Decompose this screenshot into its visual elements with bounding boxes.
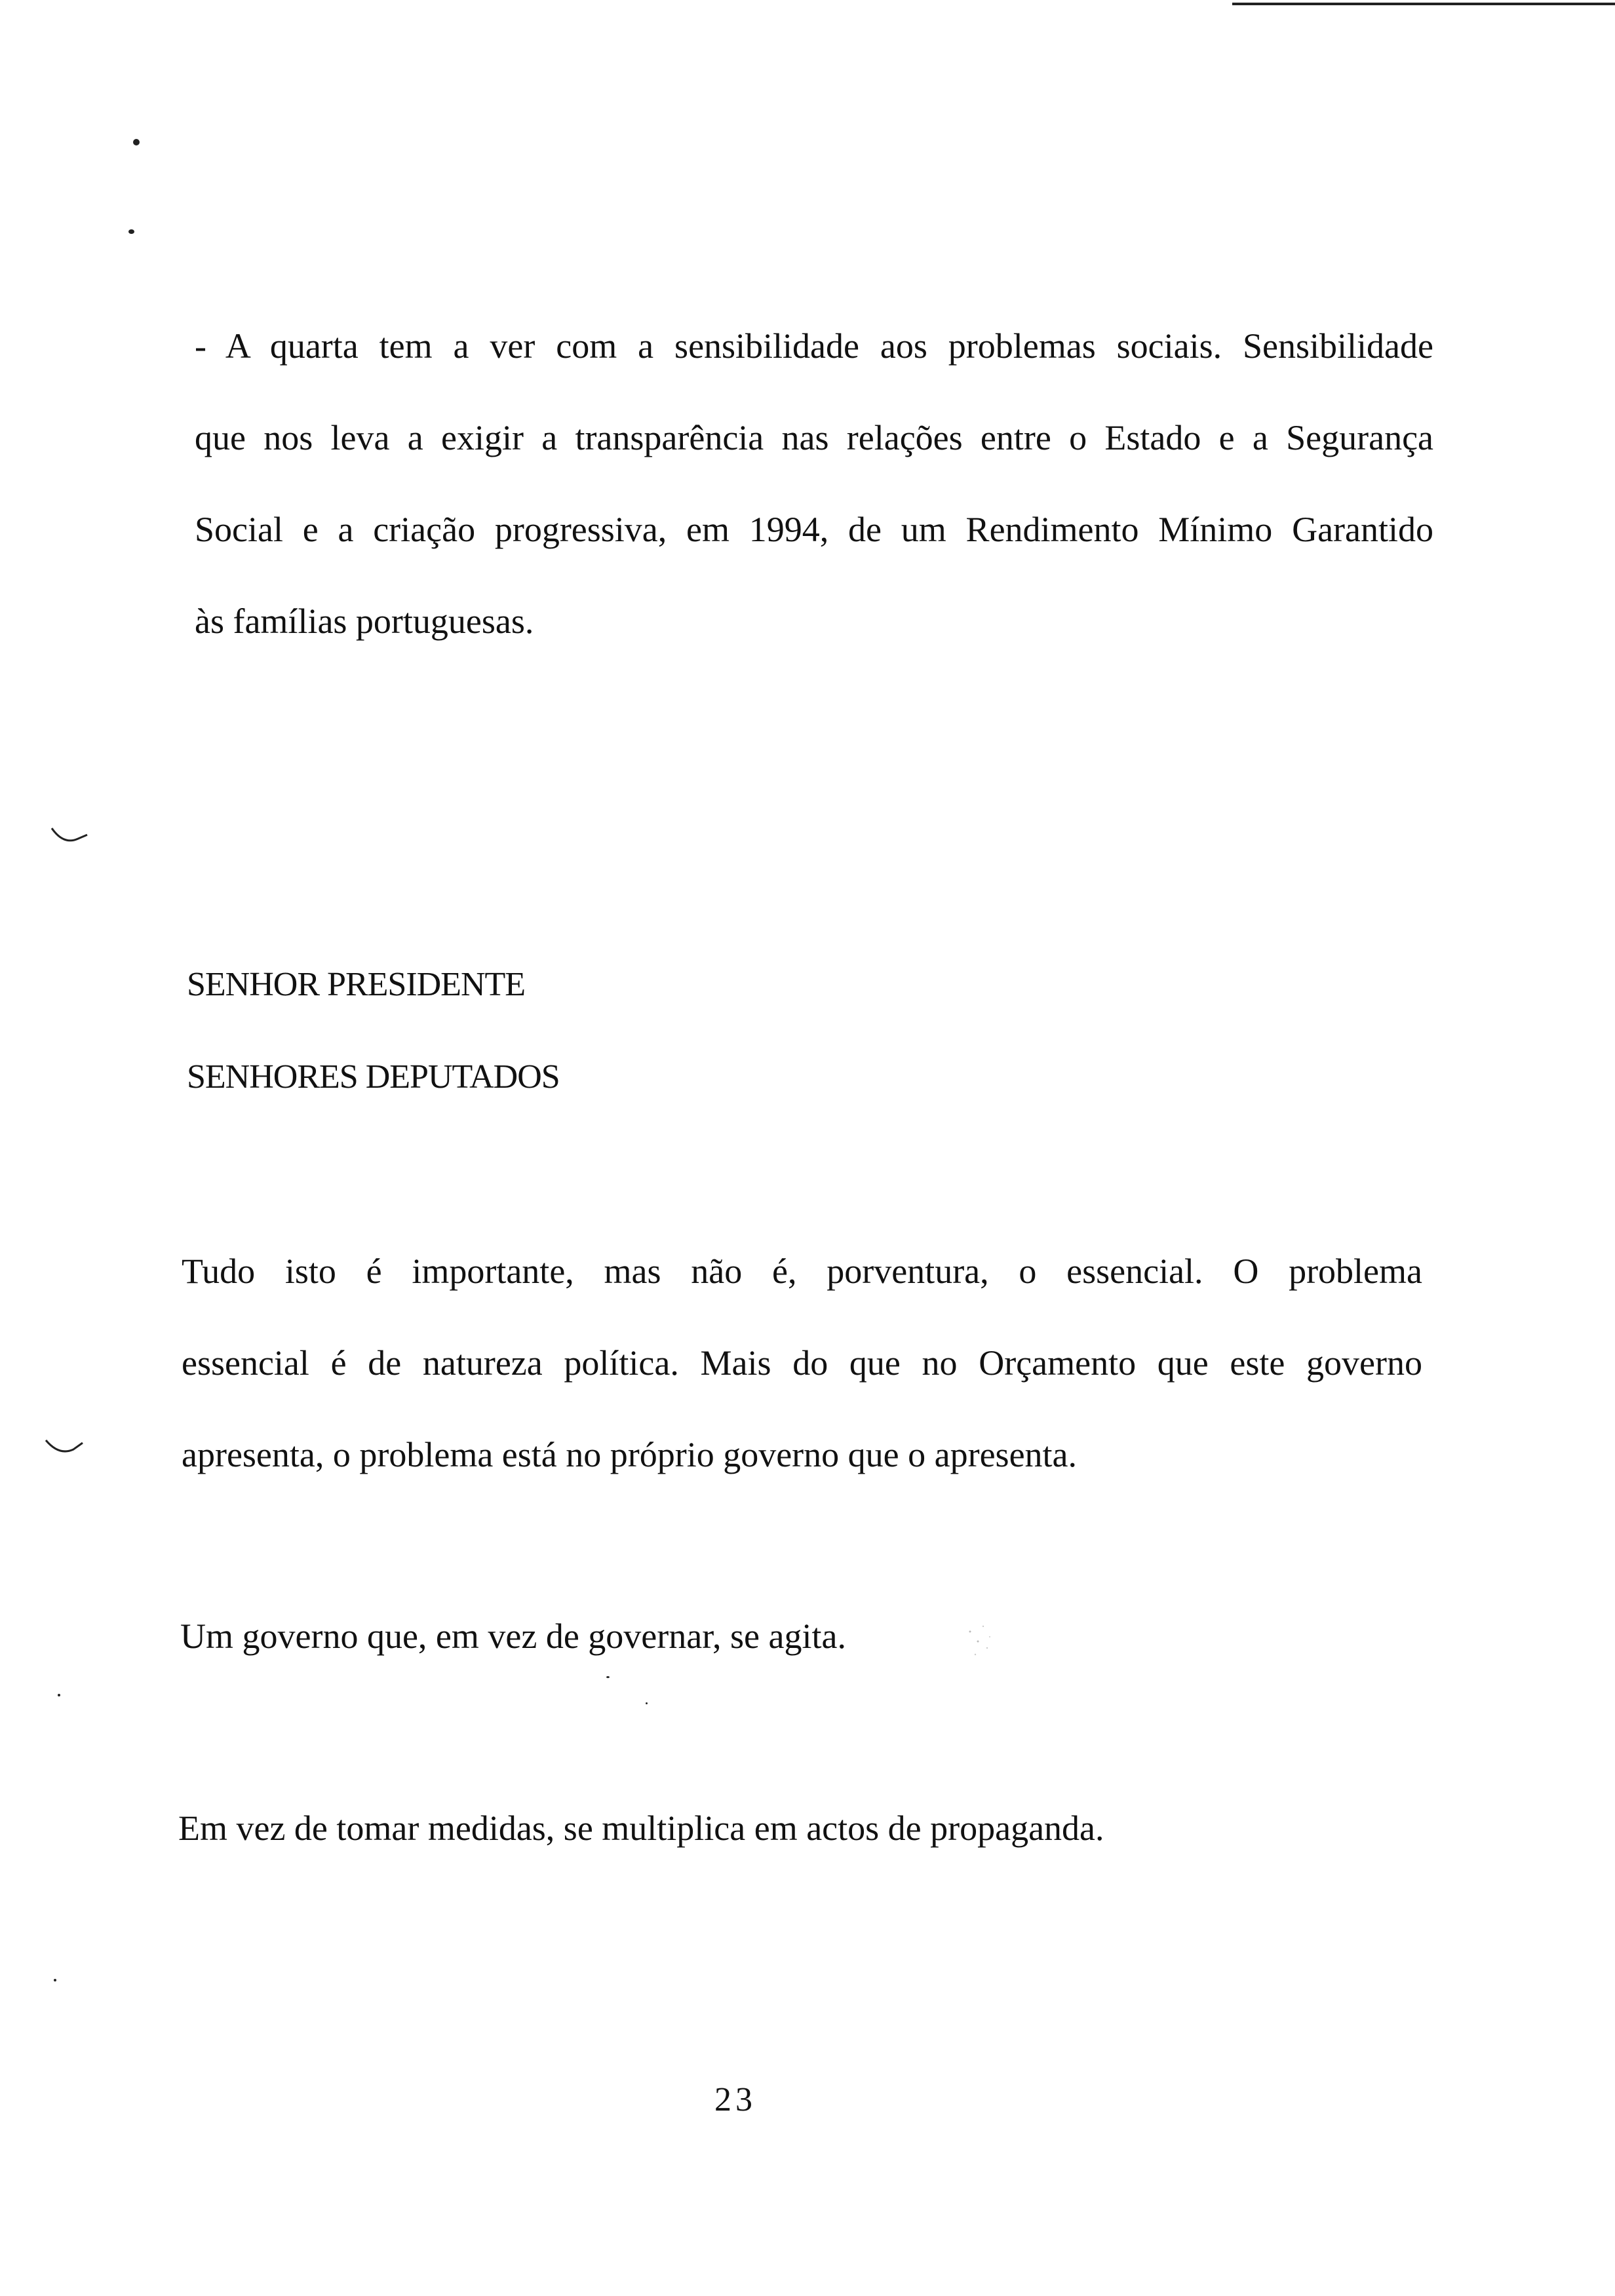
- paragraph-sensibilidade: [195, 300, 1433, 667]
- paragraph-line: apresenta, o problema está no próprio governo que o apresenta.: [182, 1435, 1078, 1474]
- page-number: 23: [714, 2081, 756, 2118]
- scan-edge-rule: [1232, 3, 1615, 5]
- scan-speck: [58, 1694, 60, 1696]
- scan-speck: [606, 1676, 610, 1678]
- scan-speck: [646, 1702, 648, 1704]
- paragraph-line: essencial é de natureza política. Mais do que no Orçamento que este governo: [182, 1343, 1422, 1383]
- paragraph-propaganda: Em vez de tomar medidas, se multiplica em actos de propaganda.: [178, 1808, 1104, 1848]
- scan-noise-mark: [963, 1618, 1003, 1671]
- paragraph-governo-agita: Um governo que, em vez de governar, se agita.: [180, 1617, 846, 1656]
- salutation-deputies: SENHORES DEPUTADOS: [187, 1058, 560, 1096]
- paragraph-line: às famílias portuguesas.: [195, 602, 534, 641]
- margin-check-mark-icon: [49, 826, 91, 845]
- paragraph-line: Tudo isto é importante, mas não é, porventura, o essencial. O problema: [182, 1252, 1422, 1291]
- salutation-president: SENHOR PRESIDENTE: [187, 966, 526, 1003]
- scan-speck: [133, 139, 140, 145]
- paragraph-line: - A quarta tem a ver com a sensibilidade aos problemas sociais. Sensibilidade: [195, 326, 1433, 366]
- paragraph-line: Social e a criação progressiva, em 1994, de um Rendimento Mínimo Garantido: [195, 510, 1433, 549]
- scan-speck: [128, 229, 134, 234]
- scan-speck: [54, 1979, 56, 1981]
- paragraph-line: que nos leva a exigir a transparência nas relações entre o Estado e a Segurança: [195, 418, 1433, 457]
- paragraph-essencial: [182, 1225, 1422, 1501]
- margin-check-mark-icon: [43, 1436, 85, 1456]
